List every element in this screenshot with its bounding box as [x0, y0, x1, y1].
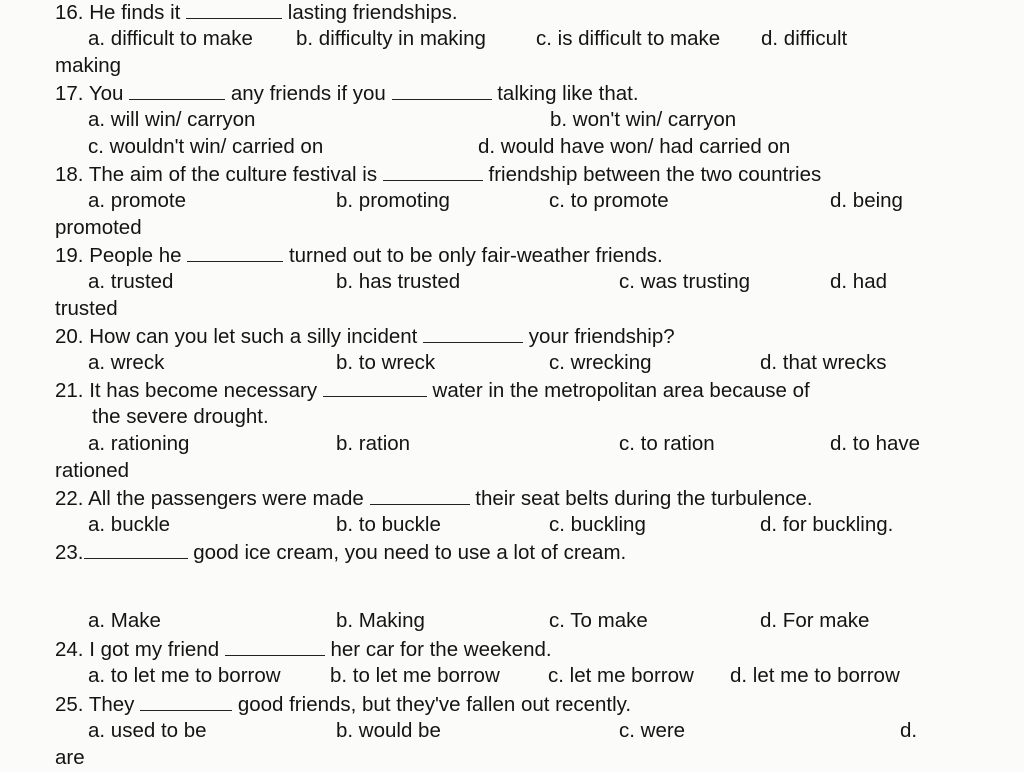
option[interactable]: a. buckle: [88, 513, 171, 536]
answer-blank[interactable]: [84, 540, 188, 559]
stem-part: The aim of the culture festival is: [88, 163, 378, 186]
option[interactable]: a. wreck: [88, 351, 165, 374]
question-number: 16.: [55, 1, 84, 24]
option[interactable]: a. promote: [88, 189, 186, 212]
option[interactable]: a. used to be: [88, 719, 207, 742]
stem-continuation: the severe drought.: [92, 405, 269, 428]
stem-part: They: [88, 693, 135, 716]
question-23-stem: [55, 540, 626, 565]
question-19-stem: [55, 243, 663, 268]
stem-part: You: [88, 82, 124, 105]
stem-part: People he: [89, 244, 182, 267]
question-number: 20.: [55, 325, 84, 348]
option[interactable]: a. to let me to borrow: [88, 664, 281, 687]
option[interactable]: c. To make: [549, 609, 648, 632]
question-number: 19.: [55, 244, 84, 267]
answer-blank[interactable]: [186, 0, 282, 19]
question-number: 18.: [55, 163, 84, 186]
stem-part: lasting friendships.: [287, 1, 458, 24]
question-20-stem: [55, 324, 675, 349]
answer-blank[interactable]: [392, 81, 492, 100]
question-21-stem: [55, 378, 810, 403]
stem-part: her car for the weekend.: [330, 638, 552, 661]
question-number: 24.: [55, 638, 84, 661]
answer-blank[interactable]: [129, 81, 225, 100]
option[interactable]: a. will win/ carryon: [88, 108, 256, 131]
stem-part: How can you let such a silly incident: [89, 325, 418, 348]
option[interactable]: d. for buckling.: [760, 513, 894, 536]
option-overflow: promoted: [55, 216, 142, 239]
option[interactable]: c. to ration: [619, 432, 715, 455]
option[interactable]: d. that wrecks: [760, 351, 887, 374]
option-overflow: are: [55, 746, 85, 769]
question-22-stem: [55, 486, 813, 511]
option[interactable]: c. were: [619, 719, 686, 742]
option[interactable]: d.: [900, 719, 918, 742]
answer-blank[interactable]: [370, 486, 470, 505]
option[interactable]: b. has trusted: [336, 270, 461, 293]
answer-blank[interactable]: [140, 692, 232, 711]
option[interactable]: b. won't win/ carryon: [550, 108, 737, 131]
option[interactable]: c. to promote: [549, 189, 669, 212]
option[interactable]: d. For make: [760, 609, 870, 632]
option[interactable]: b. difficulty in making: [296, 27, 486, 50]
stem-part: He finds it: [89, 1, 181, 24]
answer-blank[interactable]: [323, 378, 427, 397]
option[interactable]: a. difficult to make: [88, 27, 253, 50]
stem-part: talking like that.: [497, 82, 639, 105]
stem-part: good ice cream, you need to use a lot of cream.: [193, 541, 627, 564]
option[interactable]: c. wouldn't win/ carried on: [88, 135, 324, 158]
stem-part: water in the metropolitan area because of: [432, 379, 810, 402]
answer-blank[interactable]: [187, 243, 283, 262]
option[interactable]: d. let me to borrow: [730, 664, 900, 687]
option-overflow: making: [55, 54, 122, 77]
option[interactable]: b. Making: [336, 609, 425, 632]
option[interactable]: c. let me borrow: [548, 664, 694, 687]
question-16-stem: [55, 0, 458, 25]
question-18-stem: [55, 162, 821, 187]
answer-blank[interactable]: [225, 637, 325, 656]
option[interactable]: c. buckling: [549, 513, 646, 536]
stem-part: turned out to be only fair-weather friends.: [288, 244, 663, 267]
option[interactable]: b. promoting: [336, 189, 450, 212]
option[interactable]: b. to buckle: [336, 513, 441, 536]
option[interactable]: a. trusted: [88, 270, 174, 293]
stem-part: It has become necessary: [89, 379, 318, 402]
answer-blank[interactable]: [423, 324, 523, 343]
option[interactable]: c. is difficult to make: [536, 27, 721, 50]
stem-part: friendship between the two countries: [488, 163, 822, 186]
option[interactable]: d. to have: [830, 432, 921, 455]
option[interactable]: b. to wreck: [336, 351, 436, 374]
question-25-stem: [55, 692, 631, 717]
question-number: 23.: [55, 541, 84, 564]
option[interactable]: b. ration: [336, 432, 411, 455]
option-overflow: trusted: [55, 297, 118, 320]
question-17-stem: [55, 81, 639, 106]
question-24-stem: [55, 637, 552, 662]
option[interactable]: d. difficult: [761, 27, 848, 50]
option[interactable]: b. would be: [336, 719, 441, 742]
stem-part: All the passengers were made: [88, 487, 364, 510]
stem-part: their seat belts during the turbulence.: [475, 487, 813, 510]
question-number: 21.: [55, 379, 84, 402]
option[interactable]: d. had: [830, 270, 887, 293]
stem-part: good friends, but they've fallen out recently.: [237, 693, 632, 716]
option[interactable]: d. being: [830, 189, 903, 212]
option[interactable]: d. would have won/ had carried on: [478, 135, 791, 158]
option[interactable]: a. Make: [88, 609, 161, 632]
stem-part: any friends if you: [230, 82, 386, 105]
question-number: 17.: [55, 82, 84, 105]
option[interactable]: a. rationing: [88, 432, 190, 455]
option[interactable]: c. wrecking: [549, 351, 652, 374]
option[interactable]: b. to let me borrow: [330, 664, 500, 687]
question-number: 25.: [55, 693, 84, 716]
option-overflow: rationed: [55, 459, 130, 482]
option[interactable]: c. was trusting: [619, 270, 751, 293]
stem-part: I got my friend: [89, 638, 220, 661]
answer-blank[interactable]: [383, 162, 483, 181]
question-number: 22.: [55, 487, 84, 510]
stem-part: your friendship?: [528, 325, 675, 348]
